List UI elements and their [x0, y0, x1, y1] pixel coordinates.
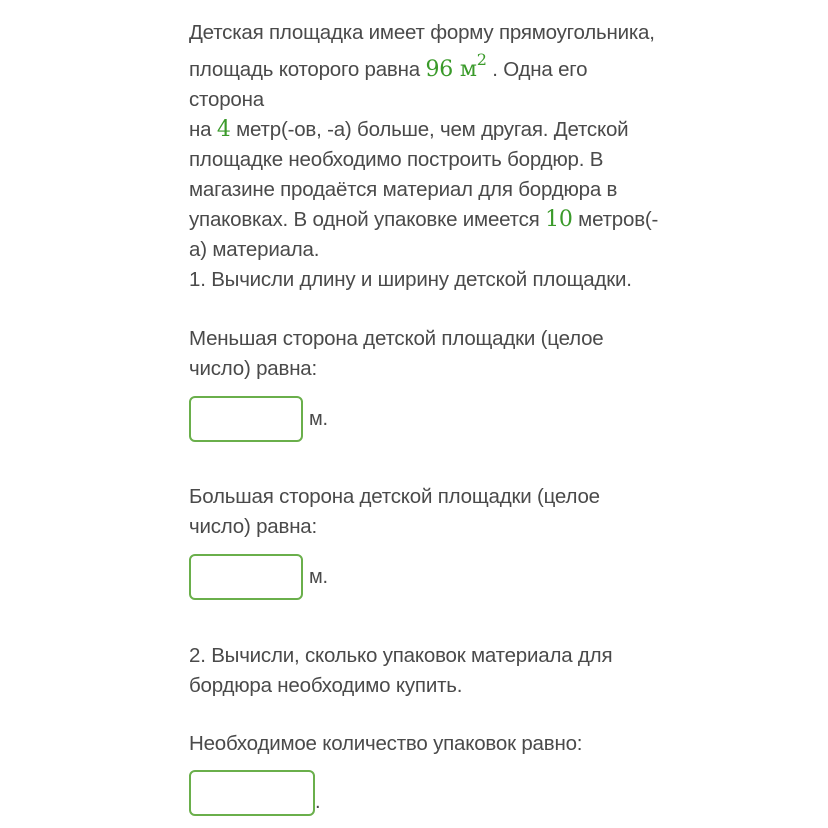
smaller-side-answer: [189, 396, 328, 442]
problem-text-2: площадь которого равна: [189, 57, 426, 81]
smaller-side-label: Меньшая сторона детской площадки (целое число) равна:: [189, 327, 604, 380]
area-value: 96 м: [425, 56, 477, 82]
larger-side-unit: м.: [309, 565, 328, 588]
side-difference-value: 4: [216, 116, 231, 142]
pack-count-answer: [189, 770, 320, 816]
problem-text-4: на: [189, 117, 217, 141]
smaller-side-input[interactable]: [189, 396, 303, 442]
pack-count-label: Необходимое количество упаковок равно:: [189, 732, 583, 755]
task2-title: 2. Вычисли, сколько упаковок материала для бордюра необходимо купить.: [189, 644, 613, 697]
problem-text-5: метр(-ов, -а) больше, чем другая. Детской площадке необходимо построить бордюр. В магазине продаётся материал для бордюра в упаковках. В одной упаковке имеется: [189, 117, 629, 231]
larger-side-label: Большая сторона детской площадки (целое число) равна:: [189, 485, 600, 538]
pack-count-input[interactable]: [189, 770, 315, 816]
pack-length-value: 10: [545, 206, 573, 232]
problem-statement: [189, 18, 659, 265]
problem-text-3: . Одна его сторона: [189, 57, 588, 111]
task1-title: 1. Вычисли длину и ширину детской площадки.: [189, 268, 632, 291]
area-power: 2: [476, 50, 487, 69]
larger-side-input[interactable]: [189, 554, 303, 600]
problem-text-6: метров(-а) материала.: [189, 207, 659, 261]
pack-count-suffix: .: [315, 791, 321, 813]
smaller-side-unit: м.: [309, 407, 328, 430]
problem-text-1: Детская площадка имеет форму прямоугольника,: [189, 21, 655, 44]
larger-side-answer: [189, 554, 328, 600]
